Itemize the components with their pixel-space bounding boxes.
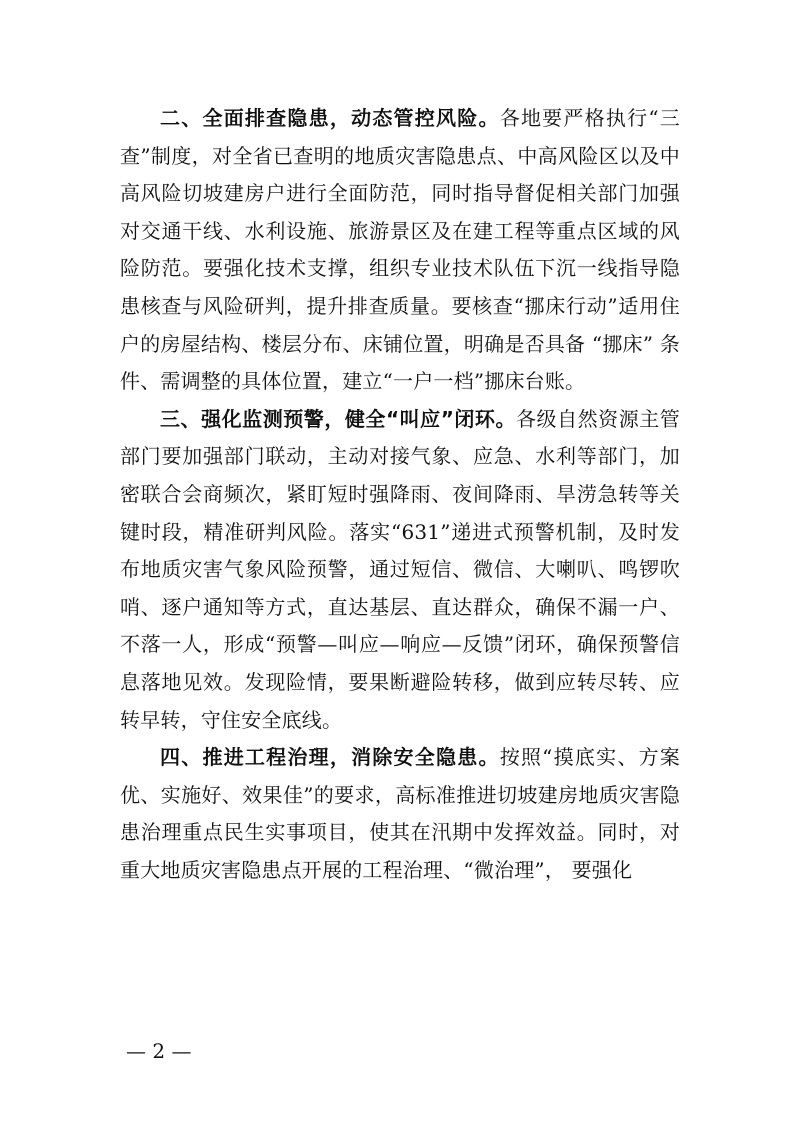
document-body <box>120 100 680 889</box>
section-4-body: 按照“摸底实、方案优、实施好、效果佳”的要求，高标准推进切坡建房地质灾害隐患治理重点民生实事项目，使其在汛期中发挥效益。同时，对重大地质灾害隐患点开展的工程治理、“微治理”， 要强化 <box>120 745 680 882</box>
page-number: — 2 — <box>126 1039 192 1063</box>
section-2-body: 各地要严格执行“三查”制度，对全省已查明的地质灾害隐患点、中高风险区以及中高风险切坡建房户进行全面防范，同时指导督促相关部门加强对交通干线、水利设施、旅游景区及在建工程等重点区域的风险防范。要强化技术支撑，组织专业技术队伍下沉一线指导隐患核查与风险研判，提升排查质量。要核查“挪床行动”适用住户的房屋结构、楼层分布、床铺位置，明确是否具备 “挪床” 条件、需调整的具体位置，建立“一户一档”挪床台账。 <box>120 106 680 394</box>
paragraph-section-3 <box>120 401 680 739</box>
section-3-body: 各级自然资源主管部门要加强部门联动，主动对接气象、应急、水利等部门，加密联合会商频次，紧盯短时强降雨、夜间降雨、旱涝急转等关键时段，精准研判风险。落实“631”递进式预警机制，及时发布地质灾害气象风险预警，通过短信、微信、大喇叭、鸣锣吹哨、逐户通知等方式，直达基层、直达群众，确保不漏一户、不落一人，形成“预警—叫应—响应—反馈”闭环，确保预警信息落地见效。发现险情，要果断避险转移，做到应转尽转、应转早转，守住安全底线。 <box>120 406 680 732</box>
paragraph-section-4 <box>120 739 680 889</box>
section-3-heading: 三、强化监测预警，健全“叫应”闭环。 <box>160 406 517 431</box>
section-2-heading: 二、全面排查隐患，动态管控风险。 <box>160 106 500 130</box>
paragraph-section-2 <box>120 100 680 401</box>
section-4-heading: 四、推进工程治理，消除安全隐患。 <box>160 745 500 770</box>
